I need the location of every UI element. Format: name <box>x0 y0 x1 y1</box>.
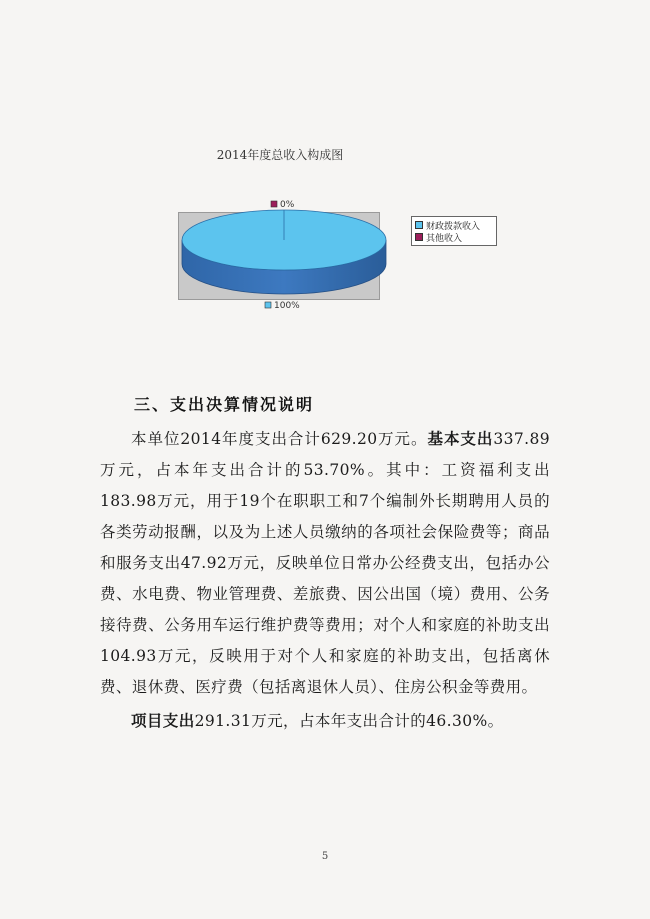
legend-label-financial: 财政拨款收入 <box>426 221 481 232</box>
page-number: 5 <box>321 851 329 862</box>
paragraph2-rest: 291.31万元，占本年支出合计的46.30%。 <box>194 712 504 730</box>
legend-item-financial <box>415 219 493 231</box>
paragraph1-intro: 本单位2014年度支出合计629.20万元。 <box>131 430 428 448</box>
label-swatch-other <box>271 201 277 207</box>
legend-swatch-other <box>415 233 423 241</box>
chart-legend <box>411 216 497 246</box>
basic-expenditure-label: 基本支出 <box>427 429 494 448</box>
body-text <box>100 423 550 737</box>
paragraph-project-expenditure <box>100 705 550 737</box>
data-label-financial: 100% <box>274 301 300 311</box>
section-heading: 三、支出决算情况说明 <box>134 395 315 414</box>
chart-title: 2014年度总收入构成图 <box>216 148 344 162</box>
project-expenditure-label: 项目支出 <box>131 711 195 730</box>
legend-label-other: 其他收入 <box>426 233 463 244</box>
data-label-other: 0% <box>280 200 295 210</box>
legend-swatch-financial <box>415 221 423 229</box>
paragraph-basic-expenditure <box>100 423 550 703</box>
pie-chart <box>170 196 510 316</box>
label-swatch-financial <box>265 302 271 308</box>
paragraph1-rest: 337.89万元，占本年支出合计的53.70%。其中：工资福利支出183.98万元，用于19个在职职工和7个编制外长期聘用人员的各类劳动报酬，以及为上述人员缴纳的各项社会保险费等；商品和服务支出47.92万元，反映单位日常办公经费支出，包括办公费、水电费、物业管理费、差旅费、因公出国（境）费用、公务接待费、公务用车运行维护费等费用；对个人和家庭的补助支出104.93万元，反映用于对个人和家庭的补助支出，包括离休费、退休费、医疗费（包括离退休人员）、住房公积金等费用。 <box>100 430 550 696</box>
legend-item-other <box>415 231 493 243</box>
